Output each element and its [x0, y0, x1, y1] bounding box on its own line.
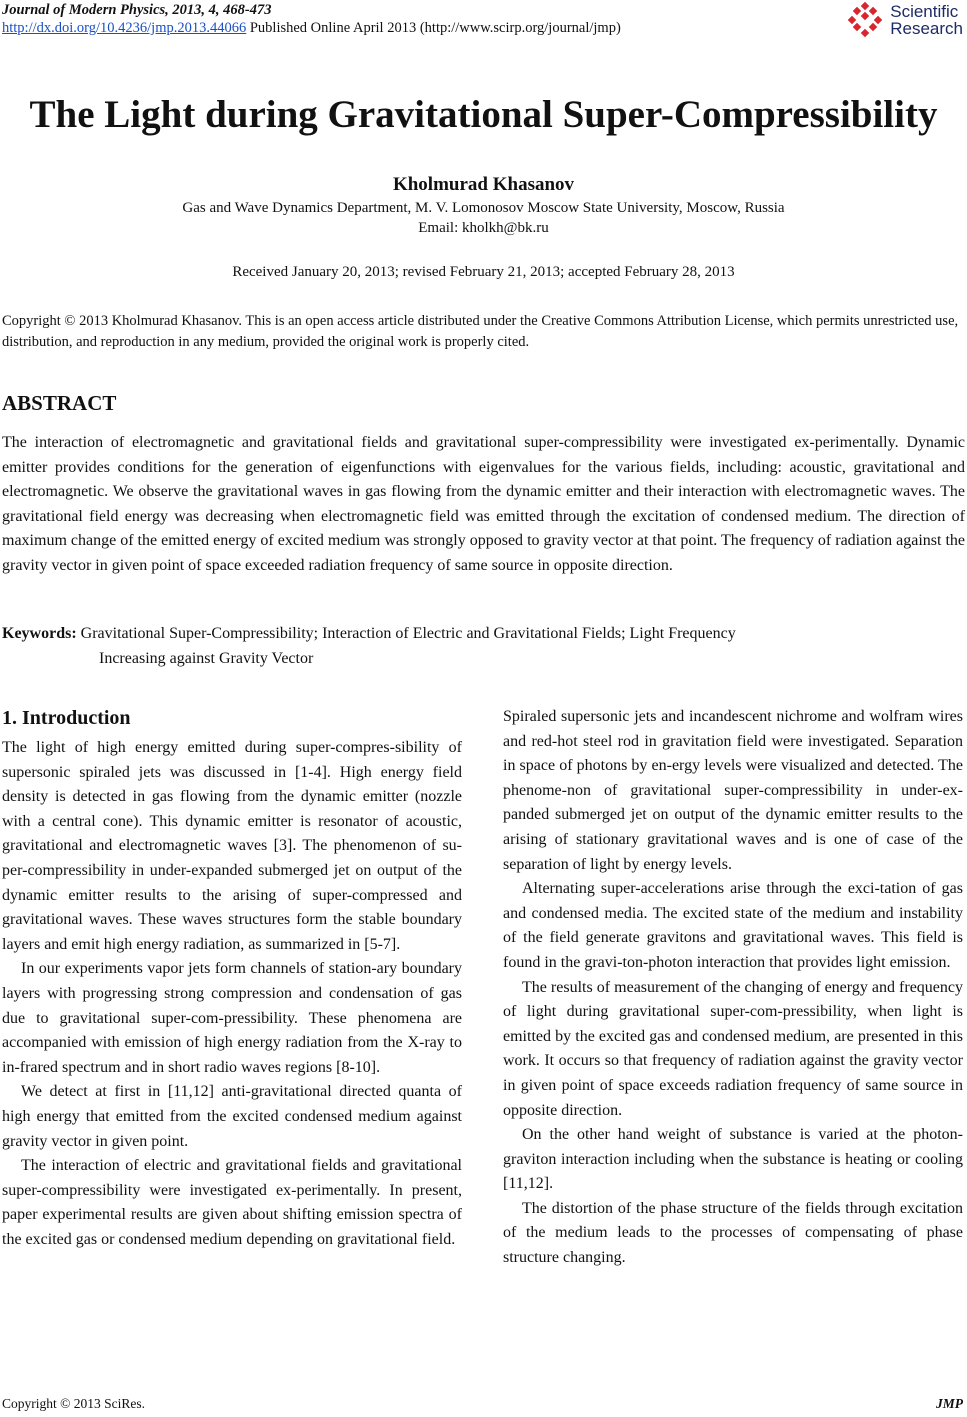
- publisher-logo: [848, 2, 963, 38]
- abstract-heading: ABSTRACT: [2, 391, 117, 415]
- logo-line-2: Research: [890, 19, 963, 38]
- logo-wordmark: [890, 3, 963, 37]
- author-name: Kholmurad Khasanov: [392, 174, 575, 195]
- footer-copyright: Copyright © 2013 SciRes.: [2, 1396, 146, 1411]
- copyright-notice: Copyright © 2013 Kholmurad Khasanov. This is an open access article distributed under the Creative Commons Attribution License, which permits unrestricted use, distribution, and reproduction in any medium, provided the original work is properly cited.: [2, 313, 959, 350]
- author-email: Email: kholkh@bk.ru: [418, 220, 549, 236]
- logo-line-1: Scientific: [890, 2, 959, 21]
- abstract-text: The interaction of electromagnetic and gravitational fields and gravitational super-compressibility were investigated ex-perimentally. Dynamic emitter provides conditions for the generation of eigenfunctions with eigenvalues for the various fields, including: acoustic, gravitational and electromagnetic. We observe the gravitational waves in gas flowing from the dynamic emitter and their interaction with electromagnetic waves. The gravitational field energy was decreasing when electromagnetic field was emitted through the excitation of condensed medium. The direction of maximum change of the emitted energy of excited medium was strongly opposed to gravity vector at that point. The frequency of radiation against the gravity vector in given point of space exceeded radiation frequency of same source in opposite direction.: [2, 434, 965, 574]
- doi-line: [2, 20, 621, 37]
- footer-journal-abbr: JMP: [936, 1396, 963, 1411]
- paragraph: On the other hand weight of substance is varied at the photon-graviton interaction including when the substance is heating or cooling [11,12].: [503, 1126, 963, 1193]
- paragraph: The distortion of the phase structure of the fields through excitation of the medium leads to the processes of compensating of phase structure changing.: [503, 1199, 963, 1267]
- keywords-line-2: Increasing against Gravity Vector: [99, 649, 314, 667]
- right-column: [503, 705, 963, 1271]
- paper-title: The Light during Gravitational Super-Compressibility: [29, 93, 938, 136]
- received-dates: Received January 20, 2013; revised February 21, 2013; accepted February 28, 2013: [232, 264, 735, 280]
- paragraph: Alternating super-accelerations arise through the exci-tation of gas and condensed media. The excited state of the medium and instability of the field generate gravitons and gravitational waves. This field is found in the gravi-ton-photon interaction that provides light emission.: [503, 880, 963, 971]
- paragraph: In our experiments vapor jets form channels of station-ary boundary layers with progressing strong compression and condensation of gas due to gravitational super-com-pressibility. These phenomena are accompanied with emission of high energy radiation from the X-ray to in-frared spectrum and in short radio waves regions [8-10].: [2, 960, 462, 1076]
- section-heading-introduction: 1. Introduction: [2, 707, 131, 729]
- paragraph: Spiraled supersonic jets and incandescent nichrome and wolfram wires and red-hot steel rod in gravitation field were investigated. Separation in space of photons by en-ergy levels were visualized and detected. The phenome-non of gravitational super-compressibility in under-ex-panded submerged jet on output of the dynamic emitter results to the arising of stationary gravitational waves and is one of case of the separation of light by energy levels.: [503, 708, 963, 873]
- paragraph: The results of measurement of the changing of energy and frequency of light during gravitational super-com-pressibility, when light is emitted by the excited gas and condensed medium, are presented in this work. It occurs so that frequency of radiation against the gravity vector in given point of space exceeds radiation frequency of same source in opposite direction.: [503, 978, 963, 1119]
- paragraph: The interaction of electric and gravitational fields and gravitational super-compressibility were investigated ex-perimentally. In present, paper experimental results are given about shifting emission spectra of the excited gas or condensed medium depending on gravitational field.: [2, 1157, 462, 1248]
- doi-link[interactable]: http://dx.doi.org/10.4236/jmp.2013.44066: [2, 20, 247, 36]
- keywords-line-1: Gravitational Super-Compressibility; Interaction of Electric and Gravitational Fields; Light Frequency: [80, 625, 736, 642]
- paragraph: The light of high energy emitted during super-compres-sibility of supersonic spiraled jets was discussed in [1-4]. High energy field density is detected in gas flowing from the dynamic emitter (nozzle with a central cone). This dynamic emitter is resonator of acoustic, gravitational and electromagnetic waves [3]. The phenomenon of su-per-compressibility in under-expanded submerged jet on output of the dynamic emitter results to the arising of super-compressed and gravitational waves. These waves structures form the stable boundary layers and emit high energy radiation, as summarized in [5-7].: [2, 739, 462, 953]
- author-affiliation: Gas and Wave Dynamics Department, M. V. Lomonosov Moscow State University, Moscow, Russia: [182, 200, 785, 216]
- paragraph: We detect at first in [11,12] anti-gravitational directed quanta of high energy that emitted from the excited condensed medium against gravity vector in given point.: [2, 1083, 462, 1150]
- keywords: [2, 622, 965, 671]
- journal-line: Journal of Modern Physics, 2013, 4, 468-473: [2, 2, 272, 18]
- published-note: Published Online April 2013 (http://www.scirp.org/journal/jmp): [246, 20, 621, 36]
- keywords-label: Keywords:: [2, 625, 77, 642]
- left-column: [2, 704, 462, 1252]
- scientific-research-logo-icon: [848, 2, 884, 38]
